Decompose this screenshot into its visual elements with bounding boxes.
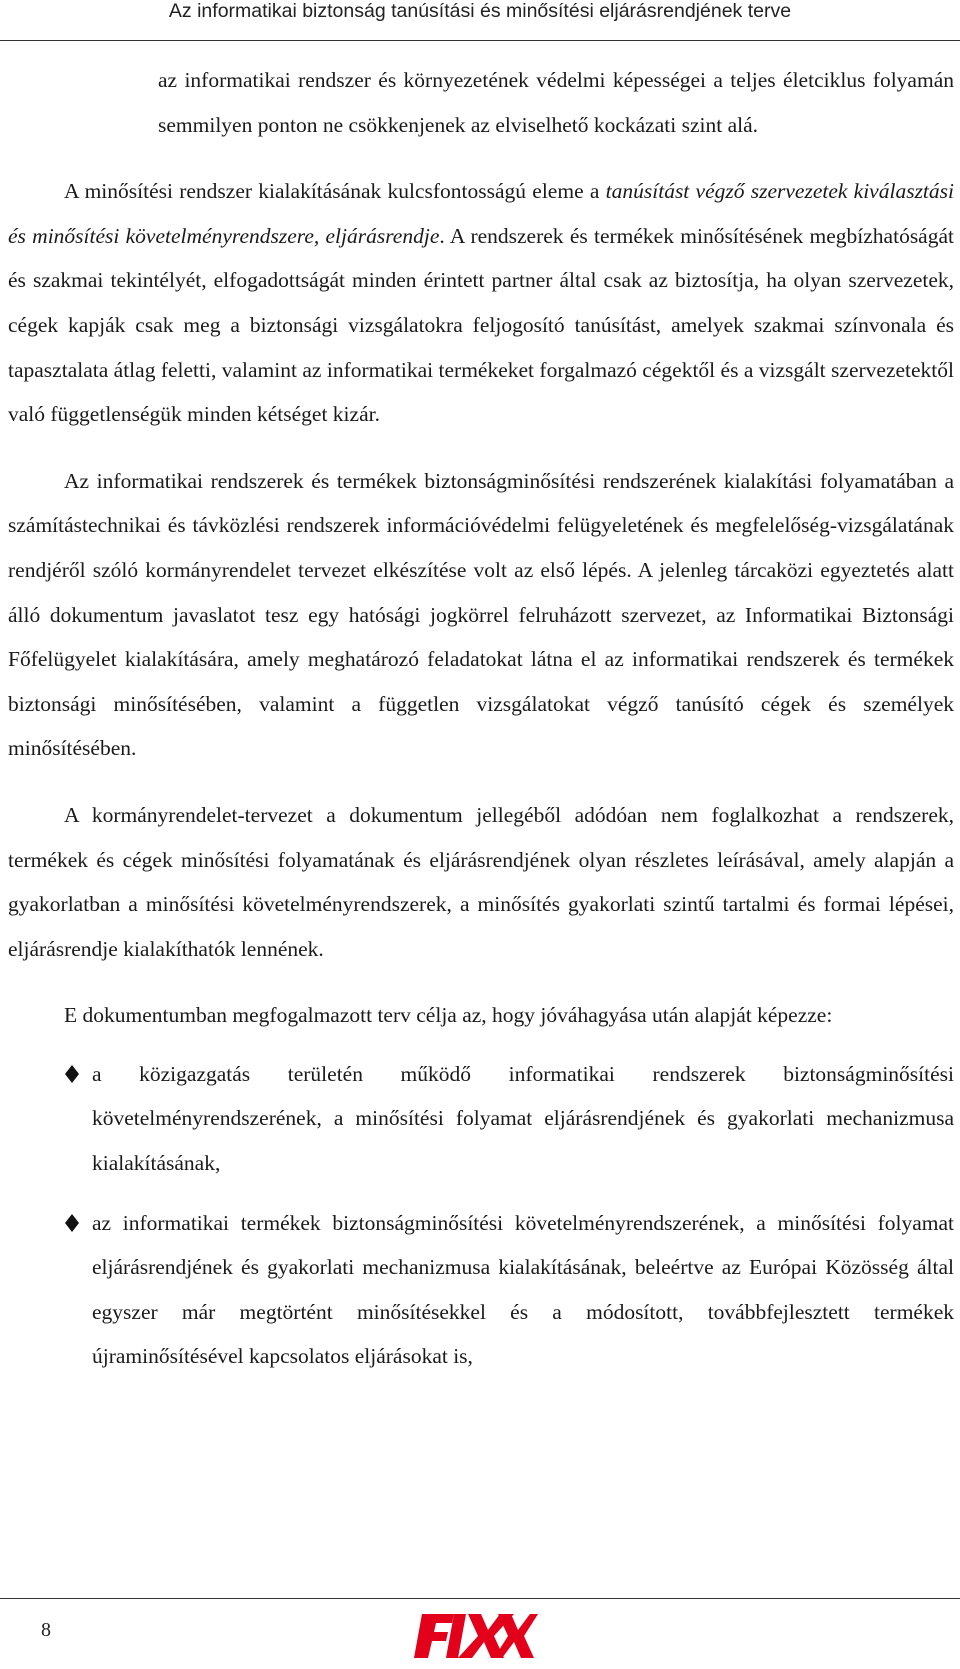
paragraph-3: A kormányrendelet-tervezet a dokumentum jellegéből adódóan nem foglalkozhat a rendszerek, termékek és cégek minősítési folyamatának és eljárásrendjének olyan részletes leírásával, amely alapján a gyakorlatban a minősítési követelményrendszerek, a minősítés gyakorlati szintű tartalmi és formai lépései, eljárásrendje kialakíthatók lennének. [8,802,954,961]
continuation-paragraph: az informatikai rendszer és környezetének védelmi képességei a teljes életciklus folyamán semmilyen ponton ne csökkenjenek az elviselhető kockázati szint alá. [158,68,954,137]
document-body [8,58,954,1394]
diamond-bullet-icon [65,1065,79,1083]
bullet-item [8,1052,954,1186]
fixx-logo-icon [414,1610,538,1662]
bullet-text: a közigazgatás területén működő informatikai rendszerek biztonságminősítési követelményrendszerének, a minősítési folyamat eljárásrendjének és gyakorlati mechanizmusa kialakításának, [92,1061,954,1176]
paragraph-2: Az informatikai rendszerek és termékek biztonságminősítési rendszerének kialakítási folyamatában a számítástechnikai és távközlési rendszerek információvédelmi felügyeletének és megfelelőség-vizsgálatának rendjéről szóló kormányrendelet tervezet elkészítése volt az első lépés. A jelenleg tárcaközi egyeztetés alatt álló dokumentum javaslatot tesz egy hatósági jogkörrel felruházott szervezet, az Informatikai Biztonsági Főfelügyelet kialakítására, amely meghatározó feladatokat látna el az informatikai rendszerek és termékek biztonsági minősítésében, valamint a független vizsgálatokat végző tanúsító cégek és személyek minősítésében. [8,468,954,761]
paragraph-4: E dokumentumban megfogalmazott terv célja az, hogy jóváhagyása után alapját képezze: [64,1003,833,1028]
page-number: 8 [41,1619,51,1641]
paragraph-1 [8,169,954,437]
diamond-bullet-icon [65,1214,79,1232]
paragraph-1-rest: . A rendszerek és termékek minősítésének megbízhatóságát és szakmai tekintélyét, elfogadottságát minden érintett partner által csak az biztosítja, ha olyan szervezetek, cégek kapják csak meg a biztonsági vizsgálatokra feljogosító tanúsítást, amelyek szakmai színvonala és tapasztalata átlag feletti, valamint az informatikai termékeket forgalmazó cégektől és a vizsgált szervezetektől való függetlenségük minden kétséget kizár. [8,223,954,427]
page-header [0,0,960,41]
paragraph-1-start: A minősítési rendszer kialakításának kulcsfontosságú eleme a [64,179,606,204]
bullet-item [8,1201,954,1379]
bullet-list [8,1052,954,1379]
paragraph-1-emphasis: tanúsítást végző szervezetek kiválasztási és minősítési követelményrendszere, eljárásrendje [8,179,954,248]
bullet-text: az informatikai termékek biztonságminősítési követelményrendszerének, a minősítési folyamat eljárásrendjének és gyakorlati mechanizmusa kialakításának, beleértve az Európai Közösség által egyszer már megtörtént minősítésekkel és a módosított, továbbfejlesztett termékek újraminősítésével kapcsolatos eljárásokat is, [92,1210,954,1369]
page-footer [0,1598,960,1669]
header-title: Az informatikai biztonság tanúsítási és minősítési eljárásrendjének terve [168,0,792,22]
